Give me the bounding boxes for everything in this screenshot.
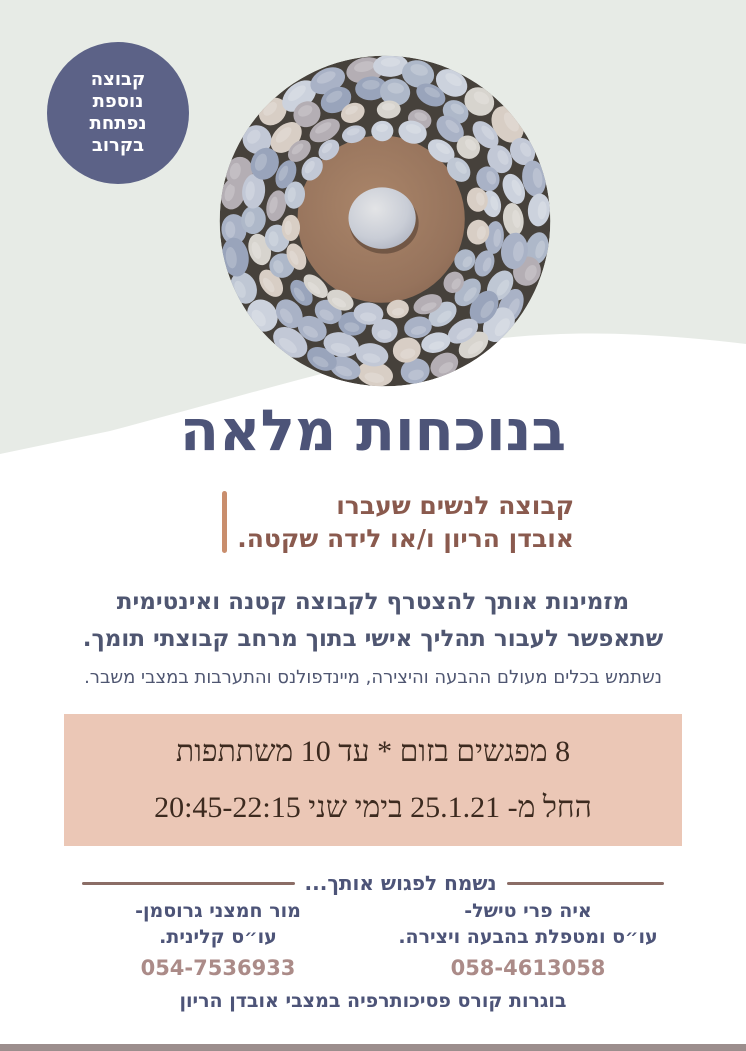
contact-name: מור חמצני גרוסמן- [135, 900, 301, 922]
divider-line-left [82, 882, 295, 885]
subtitle-text [237, 489, 574, 555]
intro-text [0, 584, 746, 693]
contact-name: איה פרי טישל- [464, 900, 592, 922]
session-details-box [64, 714, 682, 846]
meet-heading: נשמח לפגוש אותך... [304, 871, 497, 895]
divider-line-right [507, 882, 664, 885]
subtitle-block [222, 489, 574, 555]
details-line-2: החל מ- 25.1.21 בימי שני 20:45-22:15 [154, 790, 592, 824]
pebble-artwork [212, 48, 558, 394]
badge-line-1: קבוצה [90, 69, 146, 91]
contacts-section [0, 898, 746, 981]
meet-divider-row [0, 872, 746, 894]
subtitle-line-2: אובדן הריון ו/או לידה שקטה. [237, 524, 574, 553]
badge-line-2: נוספת [92, 91, 144, 113]
contact-phone: 054-7536933 [140, 956, 296, 980]
contact-card [378, 898, 678, 981]
intro-line-3: נשתמש בכלים מעולם ההבעה והיצירה, מיינדפולנס והתערבות במצבי משבר. [84, 667, 662, 688]
bottom-strip [0, 1044, 746, 1051]
coming-soon-badge [47, 42, 189, 184]
page-title: בנוכחות מלאה [179, 398, 567, 464]
contact-role: עו״ס ומטפלת בהבעה ויצירה. [398, 926, 658, 948]
contact-role: עו״ס קלינית. [159, 926, 277, 948]
contact-phone: 058-4613058 [450, 956, 606, 980]
intro-line-1: מזמינות אותך להצטרף לקבוצה קטנה ואינטימית [116, 589, 630, 615]
subtitle-line-1: קבוצה לנשים שעברו [336, 491, 574, 520]
badge-line-4: בקרוב [91, 134, 145, 156]
course-note: בוגרות קורס פסיכותרפיה במצבי אובדן הריון [179, 990, 567, 1012]
details-line-1: 8 מפגשים בזום * עד 10 משתתפות [175, 735, 571, 769]
subtitle-accent-bar [222, 491, 227, 553]
pebble-circle-image [212, 48, 558, 394]
contact-card [68, 898, 368, 981]
badge-line-3: נפתחת [89, 113, 147, 134]
intro-line-2: שתאפשר לעבור תהליך אישי בתוך מרחב קבוצתי תומך. [82, 626, 664, 652]
